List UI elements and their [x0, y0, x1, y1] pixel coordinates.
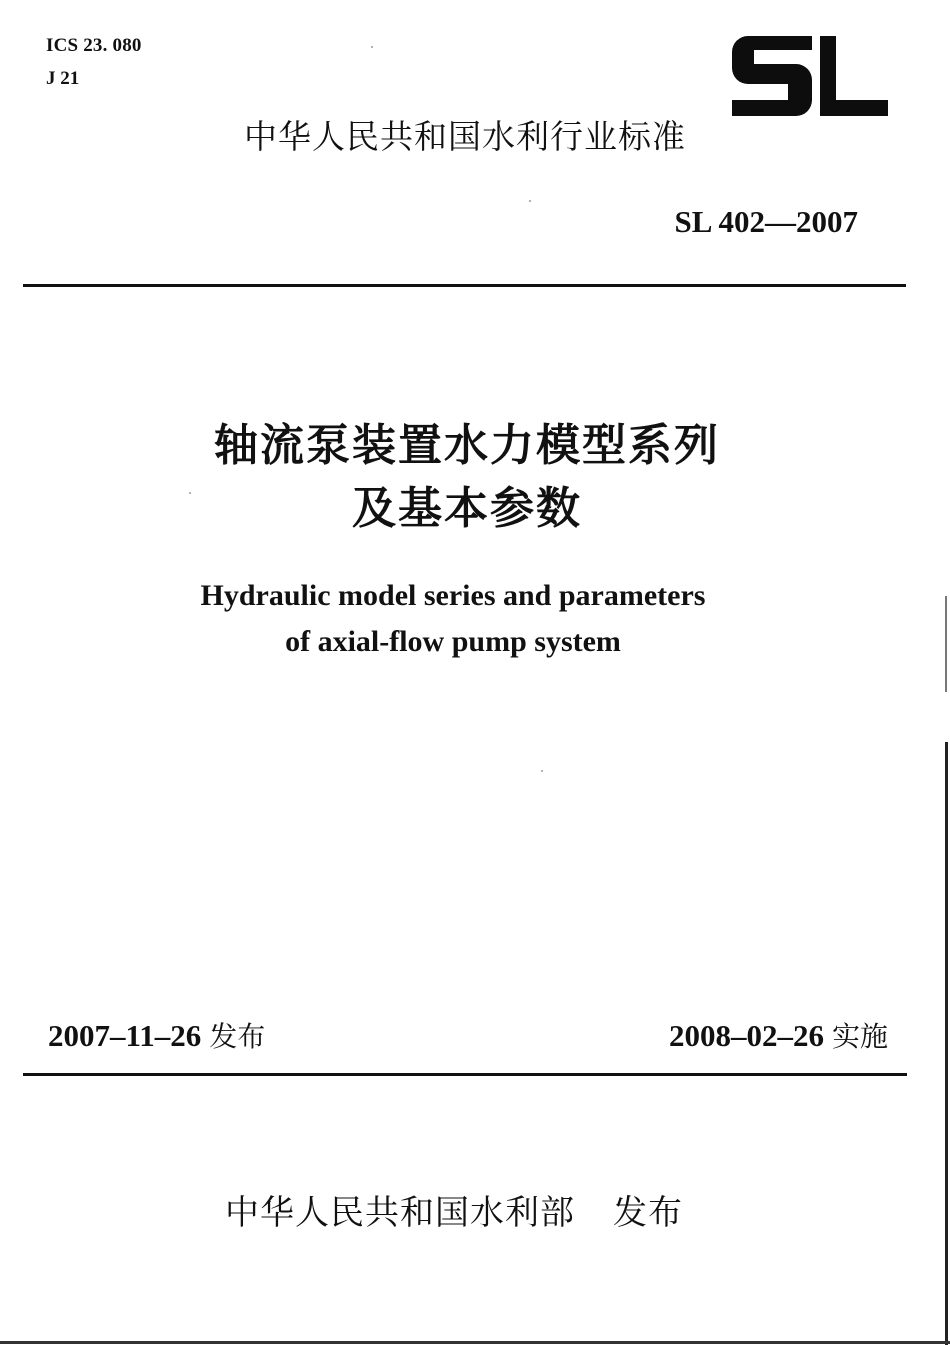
issue-date-value: 2007–11–26 — [48, 1018, 202, 1053]
scan-speck — [529, 200, 531, 202]
issue-date — [48, 1014, 265, 1059]
sl-logo — [732, 36, 888, 116]
english-title — [0, 573, 906, 665]
chinese-title-line-1: 轴流泵装置水力模型系列 — [214, 420, 720, 471]
scan-speck — [189, 492, 191, 494]
scan-edge-mark — [945, 742, 948, 1345]
scan-speck — [541, 770, 543, 772]
implementation-date-label: 实施 — [831, 1020, 888, 1053]
chinese-title — [0, 414, 934, 540]
scan-speck — [371, 46, 373, 48]
ics-code: ICS 23. 080 — [46, 35, 142, 56]
chinese-title-line-2: 及基本参数 — [352, 483, 582, 534]
publisher-line — [225, 1188, 683, 1238]
top-divider — [23, 284, 906, 287]
industry-standard-title: 中华人民共和国水利行业标准 — [244, 117, 686, 156]
scan-edge-mark — [945, 596, 947, 692]
standard-number: SL 402—2007 — [674, 204, 858, 239]
j-code: J 21 — [46, 68, 80, 89]
bottom-divider — [23, 1073, 907, 1076]
implementation-date — [669, 1014, 888, 1059]
issue-date-label: 发布 — [209, 1020, 266, 1053]
publisher-name: 中华人民共和国水利部 — [225, 1193, 575, 1233]
english-title-line-1: Hydraulic model series and parameters — [200, 579, 706, 612]
publisher-verb: 发布 — [613, 1193, 683, 1233]
english-title-line-2: of axial-flow pump system — [285, 625, 621, 658]
scan-bottom-edge — [0, 1341, 950, 1344]
implementation-date-value: 2008–02–26 — [668, 1018, 824, 1053]
